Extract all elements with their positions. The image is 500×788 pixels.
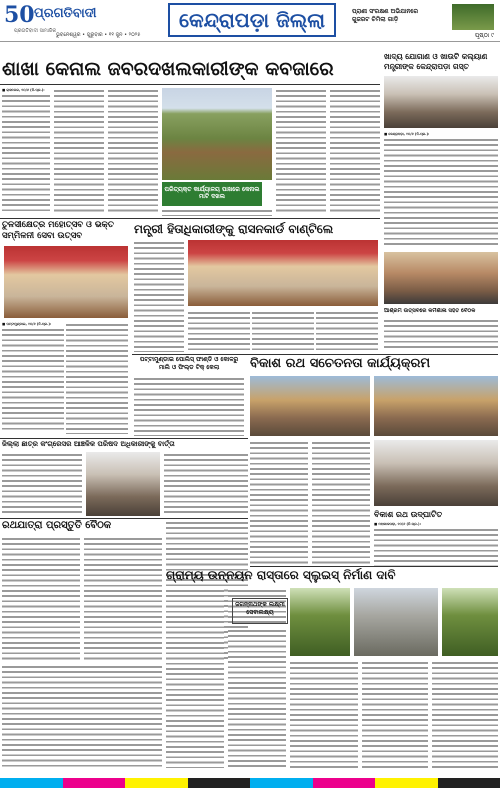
dateline: ■ ମହାକାଳପଡ଼ା, ୧୦/୬ (ନି.ପ୍ର.): <box>374 522 421 526</box>
bikash-rath-photo-1 <box>250 376 370 436</box>
masthead <box>0 0 500 42</box>
rural-photo-3 <box>442 588 498 656</box>
right-top-headline: ଖାଦ୍ୟ ଯୋଗାଣ ଓ ଖାଉଟି କଲ୍ୟାଣ ମନ୍ତ୍ରୀଙ୍କ କେନ୍ଦ୍ରାପଡ଼ା ଗସ୍ତ <box>384 52 488 71</box>
article-body <box>374 527 498 567</box>
divider <box>0 518 248 519</box>
teaser-line-1: ପ୍ରାଣୀ ସଂରକ୍ଷଣ ଅଭିଯାନରେ <box>352 8 419 15</box>
divider <box>0 438 248 439</box>
bikash-col-1 <box>250 440 308 564</box>
newspaper-name: ପ୍ରଗତିବାଦୀ <box>34 6 97 21</box>
main-col-2 <box>54 88 104 214</box>
canal-photo <box>162 88 272 180</box>
main-col-3 <box>108 88 158 214</box>
rural-col-4 <box>290 660 358 768</box>
main-col-4 <box>276 88 326 214</box>
date-line: ଭୁବନେଶ୍ୱର • ଗୁରୁବାର • ୧୧ ଜୁନ • ୨୦୨୫ <box>56 32 141 38</box>
registration-bar <box>0 778 500 788</box>
reg-cyan <box>0 778 63 788</box>
rural-road-headline: ଗ୍ରାମ୍ୟ ଉନ୍ନୟନ ରାସ୍ତାରେ ସ୍ଲୁଇସ୍ ନିର୍ମାଣ ଦାବି <box>166 568 396 582</box>
student-union-col-2 <box>164 452 248 516</box>
reg-black <box>438 778 500 788</box>
boxed-small-headline: ଜଗନ୍ନାଥଙ୍କ ଲକ୍ଷ୍ମୀ ସେବାଲକ୍ଷ୍ୟ <box>232 598 288 624</box>
center-mid-col-2 <box>188 310 250 352</box>
bikash-rath-photo-2 <box>374 376 498 436</box>
photo-caption-box: ପରିତ୍ୟକ୍ତ କାର୍ଯ୍ୟାଳୟ ପାଖରେ କେନାଲ ମାଟି ଦଖଲ <box>162 182 262 206</box>
reg-magenta <box>313 778 376 788</box>
minister-visit-photo <box>384 76 498 128</box>
right-top-body <box>384 132 498 248</box>
bikash-rath-headline: ବିକାଶ ରଥ ସଚେତନତା କାର୍ଯ୍ୟକ୍ରମ <box>250 356 431 371</box>
center-mid-headline: ମନ୍ତ୍ରୀ ହିତାଧିକାରୀଙ୍କୁ ରାସନକାର୍ଡ ବାଣ୍ଟିଲେ <box>134 222 334 236</box>
tagline: ପ୍ରଗତିବାଦୀ ସାମାଜିକ <box>14 28 57 34</box>
article-body <box>2 327 64 433</box>
bikash-rath-2-body <box>374 522 498 568</box>
student-union-headline: ଜିଲ୍ଲା ଛାତ୍ର କଂଗ୍ରେସର ଆଞ୍ଚଳିକ ପରିଷଦ ଅଧିକାରୀଙ୍କୁ ବାର୍ତ୍ତା <box>2 440 175 448</box>
left-mid-headline: ତୁଳସୀକ୍ଷେତ୍ର ମହୋତ୍ସବ ଓ ଭକ୍ତ ସମ୍ମିଳନୀ ସେବା ଉତ୍ସବ <box>2 220 114 241</box>
festival-photo <box>4 246 128 318</box>
main-col-1 <box>2 88 50 214</box>
dateline: ■ ପଟ୍ଟାମୁଣ୍ଡାଇ, ୧୦/୬ (ନି.ପ୍ର.): <box>2 322 52 326</box>
rural-photo-2 <box>354 588 438 656</box>
article-body <box>384 137 498 245</box>
main-headline: ଶାଖା କେନାଲ ଜବରଦଖଲକାରୀଙ୍କ କବଜାରେ <box>2 58 334 80</box>
center-mid-col-4 <box>316 310 378 352</box>
rathyatra-col-2 <box>84 536 162 660</box>
right-mid-headline: ଆଶ୍ରମ ଉତ୍ସବରେ କର୍ମଶାଳା ସହିତ ବୈଠକ <box>384 308 476 314</box>
photo-caption-lines <box>162 208 272 216</box>
main-col-5 <box>330 88 380 214</box>
bikash-rath-2-headline: ବିକାଶ ରଥ ଉଦ୍‌ଘାଟିତ <box>374 510 443 519</box>
center-mid-col-1 <box>134 240 184 352</box>
section-title-box <box>168 3 336 37</box>
ration-card-photo <box>188 240 378 306</box>
rural-col-3 <box>228 628 286 768</box>
reg-yellow <box>375 778 438 788</box>
center-small-headline: ପଟ୍ଟାମୁଣ୍ଡାଇ ପୋଲିସ୍ ଫାଣ୍ଡି ଓ କୋଳରୁ ମାଲି ଓ ଫିଲ୍ଡ ଟିକ୍ କେଲା <box>139 356 239 371</box>
student-union-photo <box>86 452 160 516</box>
teaser-line-2: ଗୁଜରଟ ଚିମିଲା ଗାଡ଼ି <box>352 16 399 23</box>
rural-col-1 <box>166 588 224 768</box>
divider <box>132 354 498 355</box>
rathyatra-headline: ରଥଯାତ୍ରା ପ୍ରସ୍ତୁତି ବୈଠକ <box>2 520 112 531</box>
bikash-rath-photo-3 <box>374 440 498 506</box>
bottom-left-body <box>2 664 162 768</box>
reg-cyan <box>250 778 313 788</box>
student-union-col-1 <box>2 452 82 516</box>
divider <box>250 566 498 567</box>
reg-black <box>188 778 251 788</box>
reg-magenta <box>63 778 126 788</box>
rathyatra-col-1 <box>2 536 80 660</box>
reg-yellow <box>125 778 188 788</box>
center-mid-col-3 <box>252 310 314 352</box>
rural-col-6 <box>432 660 498 768</box>
ashram-photo <box>384 252 498 304</box>
bikash-col-2 <box>312 440 370 564</box>
anniversary-logo: 50 <box>4 2 35 28</box>
divider <box>0 218 380 219</box>
left-mid-col-1 <box>2 322 64 434</box>
right-mid-body <box>384 318 498 348</box>
page-number: ପୃଷ୍ଠା ୯ <box>474 32 494 39</box>
rural-photo-1 <box>290 588 350 656</box>
divider <box>0 84 380 85</box>
dateline: ■ ରାଜନଗର, ୧୦/୬ (ନି.ପ୍ର.): <box>2 88 45 92</box>
center-small-body <box>134 376 244 436</box>
rural-col-5 <box>362 660 428 768</box>
left-mid-col-2 <box>66 322 128 434</box>
dateline: ■ କେନ୍ଦ୍ରାପଡ଼ା, ୧୦/୬ (ନି.ପ୍ର.): <box>384 132 430 136</box>
article-body <box>2 93 50 213</box>
section-title: କେନ୍ଦ୍ରାପଡ଼ା ଜିଲ୍ଲା <box>178 8 326 32</box>
teaser-photo <box>452 4 494 30</box>
masthead-teaser <box>352 8 418 24</box>
